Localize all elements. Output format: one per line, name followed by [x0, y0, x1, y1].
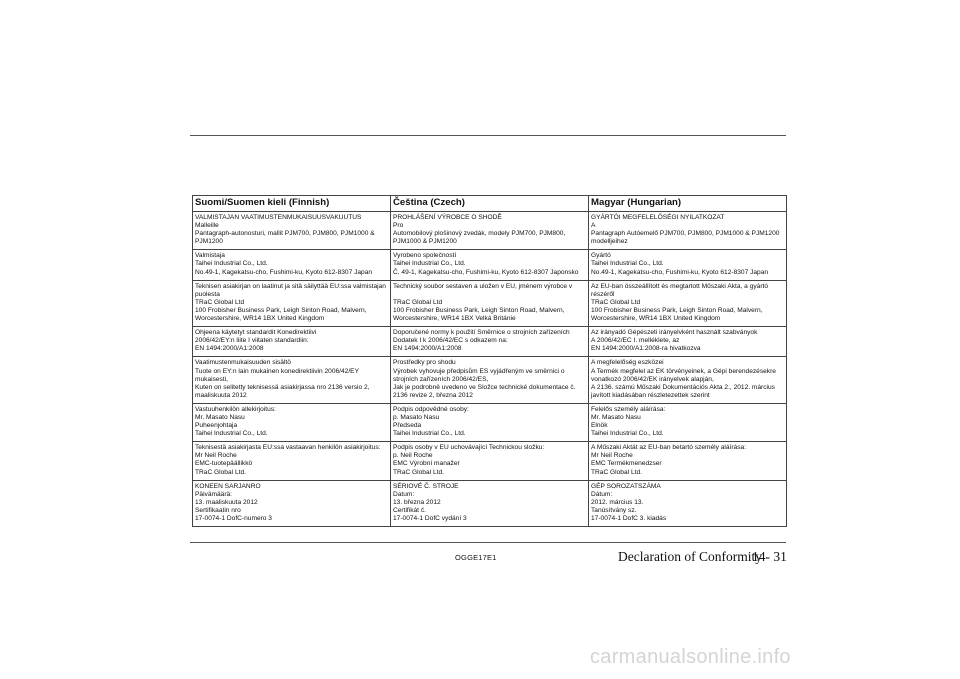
- cell-text: Doporučené normy k použití Směrnice o strojních zařízeních Dodatek I k 2006/42/EC s odkazem na: EN 1494:2000/A1:2008: [393, 329, 570, 353]
- declaration-table: [192, 195, 787, 527]
- cell-text: Az EU-ban összeállított és megtartott Műszaki Akta, a gyártó részéről TRaC Global Ltd 100 Frobisher Business Park, Leigh Sinton Road, Malvern, Worcestershire, WR14 1BX United Kingdom: [591, 282, 769, 323]
- cell-finnish-4: [193, 327, 391, 357]
- cell-hungarian-8: [589, 481, 787, 527]
- cell-czech-8: [391, 481, 589, 527]
- cell-text: Ohjeena käytetyt standardit Konedirektiivi 2006/42/EY:n liite I viitaten standardiin: EN 1494:2000/A1:2008: [195, 329, 317, 353]
- cell-hungarian-6: [589, 404, 787, 442]
- cell-text: Vastuuhenkilön allekirjoitus: Mr. Masato Nasu Puheenjohtaja Taihei Industrial Co., Ltd.: [195, 405, 276, 438]
- cell-text: Teknisen asiakirjan on laatinut ja sitä säilyttää EU:ssa valmistajan puolesta TRaC Global Ltd 100 Frobisher Business Park, Leigh Sinton Road, Malvern, Worcestershire, WR14 1BX United Kingdom: [195, 282, 386, 323]
- cell-text: Technický soubor sestaven a uložen v EU, jménem výrobce v TRaC Global Ltd 100 Frobisher Business Park, Leigh Sinton Road, Malvern, Worcestershire, WR14 1BX Velká Británie: [393, 282, 573, 323]
- cell-hungarian-1: [589, 212, 787, 250]
- cell-text: A Műszaki Aktát az EU-ban betartó személy aláírása: Mr Neil Roche EMC Termékmenedzser TRaC Global Ltd.: [591, 444, 747, 476]
- cell-czech-2: [391, 250, 589, 280]
- cell-hungarian-5: [589, 357, 787, 403]
- footer-title: Declaration of Conformity: [618, 549, 762, 564]
- cell-text: GYÁRTÓI MEGFELELŐSÉGI NYILATKOZAT A Pantagraph Autóemelő PJM700, PJM800, PJM1000 & PJM1200 modelljeihez: [591, 214, 780, 246]
- cell-text: Felelős személy aláírása: Mr. Masato Nasu Elnök Taihei Industrial Co., Ltd.: [591, 405, 666, 438]
- cell-text: Az irányadó Gépészeti irányelvként használt szabványok A 2006/42/EC I. melléklete, az EN 1494:2000/A1:2008-ra hivatkozva: [591, 329, 758, 353]
- bottom-rule: [190, 542, 786, 543]
- cell-czech-7: [391, 442, 589, 480]
- cell-text: Podpis odpovědné osoby: p. Masato Nasu Předseda Taihei Industrial Co., Ltd.: [393, 405, 469, 438]
- cell-hungarian-3: [589, 281, 787, 327]
- cell-text: Teknisestä asiakirjasta EU:ssa vastaavan henkilön asiakirjoitus: Mr Neil Roche EMC-tuotepäällikkö TRaC Global Ltd.: [195, 444, 381, 476]
- cell-finnish-7: [193, 442, 391, 480]
- header-finnish: Suomi/Suomen kieli (Finnish): [193, 196, 391, 212]
- cell-czech-3: [391, 281, 589, 327]
- cell-hungarian-7: [589, 442, 787, 480]
- cell-text: Vaatimustenmukaisuuden sisältö Tuote on EY:n lain mukainen konedirektiivin 2006/42/EY mukaisesti, Kuten on selitetty teknisessä asiakirjassa nro 2136 versio 2, maaliskuuta 2012: [195, 359, 370, 399]
- cell-text: KONEEN SARJANRO Päivämäärä: 13. maaliskuuta 2012 Sertifikaatin nro 17-0074-1 DofC-numero 3: [195, 482, 272, 522]
- watermark: carmanualsonline.info: [590, 646, 791, 668]
- header-czech: Čeština (Czech): [391, 196, 589, 212]
- cell-czech-1: [391, 212, 589, 250]
- cell-text: PROHLÁŠENÍ VÝROBCE O SHODĚ Pro Automobilový plošinový zvedák, modely PJM700, PJM800, PJM1000 & PJM1200: [393, 214, 566, 246]
- cell-text: A megfelelőség eszközei A Termék megfelel az EK törvényeinek, a Gépi berendezésekre vonatkozó 2006/42/EK irányelvek alapján, A 2136. számú Műszaki Dokumentációs Akta 2., 2012. március javított kiadásában részletezettek szerint: [591, 359, 776, 399]
- page-number: 14- 31: [752, 549, 787, 564]
- cell-finnish-3: [193, 281, 391, 327]
- cell-text: VALMISTAJAN VAATIMUSTENMUKAISUUSVAKUUTUS Malleille Pantagraph-autonosturi, mallit PJM700, PJM800, PJM1000 & PJM1200: [195, 214, 375, 246]
- document-code: OGGE17E1: [455, 553, 497, 562]
- cell-finnish-1: [193, 212, 391, 250]
- cell-text: Podpis osoby v EU uchovávající Technickou složku: p. Neil Roche EMC Výrobní manažer TRaC Global Ltd.: [393, 444, 545, 476]
- cell-czech-6: [391, 404, 589, 442]
- cell-finnish-6: [193, 404, 391, 442]
- cell-finnish-2: [193, 250, 391, 280]
- cell-text: Vyrobeno společností Taihei Industrial Co., Ltd. Č. 49-1, Kagekatsu-cho, Fushimi-ku, Kyoto 612-8307 Japonsko: [393, 252, 579, 276]
- cell-czech-4: [391, 327, 589, 357]
- cell-text: Valmistaja Taihei Industrial Co., Ltd. No.49-1, Kagekatsu-cho, Fushimi-ku, Kyoto 612-8307 Japan: [195, 252, 373, 276]
- cell-hungarian-4: [589, 327, 787, 357]
- cell-text: GÉP SOROZATSZÁMA Dátum: 2012. március 13. Tanúsítvány sz. 17-0074-1 DofC 3. kiadás: [591, 482, 667, 522]
- cell-hungarian-2: [589, 250, 787, 280]
- cell-text: Prostředky pro shodu Výrobek vyhovuje předpisům ES vyjádřeným ve směrnici o strojních zařízeních 2006/42/ES, Jak je podrobně uvedeno ve Složce technické dokumentace č. 2136 revize 2, března 2012: [393, 359, 576, 399]
- cell-text: Gyártó Taihei Industrial Co., Ltd. No.49-1, Kagekatsu-cho, Fushimi-ku, Kyoto 612-8307 Japan: [591, 252, 769, 276]
- cell-text: SÉRIOVÉ Č. STROJE Datum: 13. března 2012 Certifikát č. 17-0074-1 DofC vydání 3: [393, 482, 467, 522]
- cell-finnish-5: [193, 357, 391, 403]
- cell-czech-5: [391, 357, 589, 403]
- top-rule: [190, 135, 786, 136]
- cell-finnish-8: [193, 481, 391, 527]
- header-hungarian: Magyar (Hungarian): [589, 196, 787, 212]
